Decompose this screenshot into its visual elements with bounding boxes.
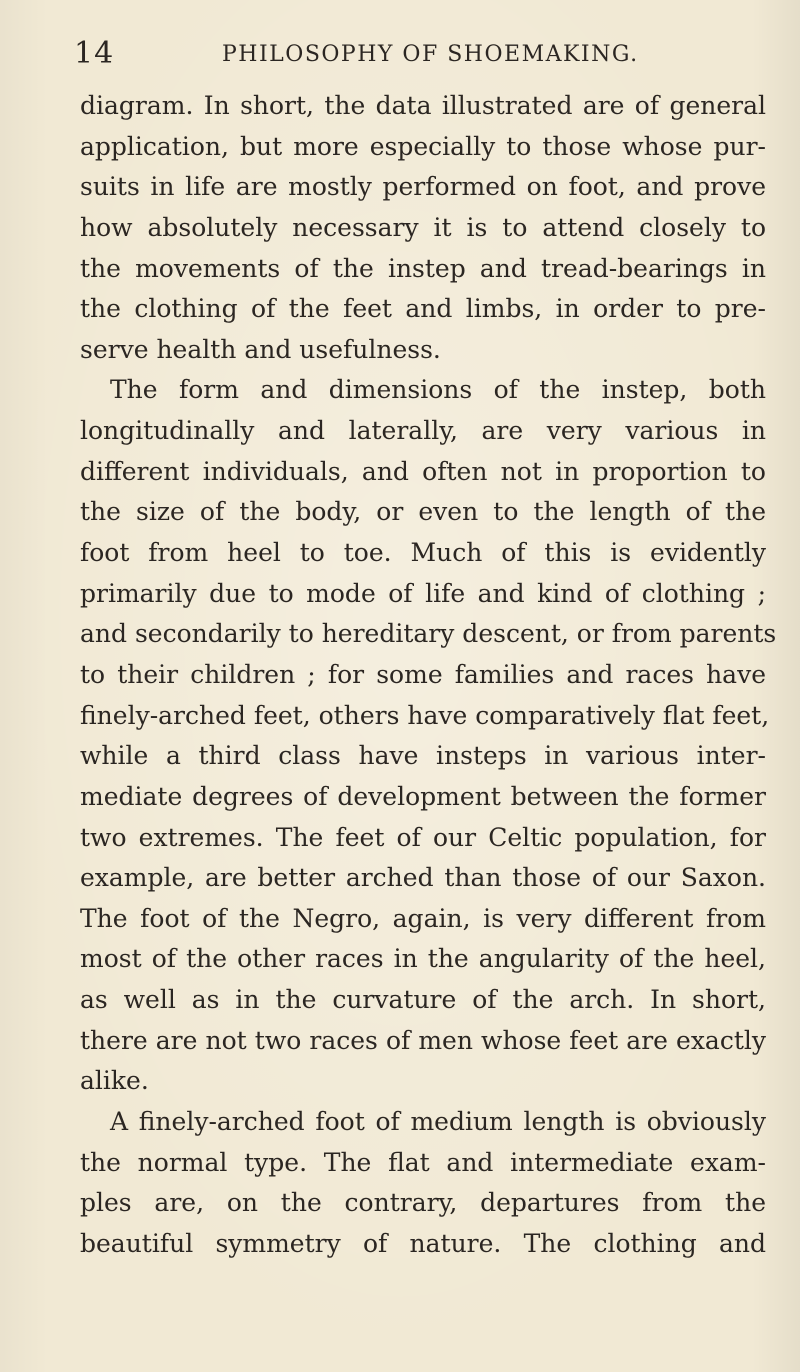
text-line: primarily due to mode of life and kind of clothing ; bbox=[80, 578, 766, 608]
text-line: foot from heel to toe. Much of this is evidently bbox=[80, 538, 766, 568]
text-line: serve health and usefulness. bbox=[80, 334, 441, 364]
text-line: A finely-arched foot of medium length is obviously bbox=[110, 1107, 766, 1137]
page-number: 14 bbox=[74, 36, 115, 71]
text-line: as well as in the curvature of the arch. In short, bbox=[80, 985, 766, 1015]
text-line: most of the other races in the angularity of the heel, bbox=[80, 944, 766, 974]
text-line: finely-arched feet, others have comparatively flat feet, bbox=[80, 700, 770, 730]
text-line: there are not two races of men whose feet are exactly bbox=[80, 1025, 766, 1055]
text-line: longitudinally and laterally, are very various in bbox=[80, 416, 766, 446]
text-line: how absolutely necessary it is to attend closely to bbox=[80, 212, 766, 242]
text-line: two extremes. The feet of our Celtic population, for bbox=[80, 822, 766, 852]
text-line: and secondarily to hereditary descent, or from parents bbox=[80, 619, 777, 649]
text-line: suits in life are mostly performed on foot, and prove bbox=[80, 172, 766, 202]
page-header bbox=[0, 34, 800, 74]
text-line: example, are better arched than those of our Saxon. bbox=[80, 863, 766, 893]
text-line: the movements of the instep and tread-bearings in bbox=[80, 253, 766, 283]
text-line: different individuals, and often not in proportion to bbox=[80, 456, 766, 486]
text-line: diagram. In short, the data illustrated are of general bbox=[80, 91, 766, 120]
text-line: alike. bbox=[80, 1066, 149, 1096]
text-line: the clothing of the feet and limbs, in order to pre- bbox=[80, 294, 766, 324]
text-line: application, but more especially to those whose pur- bbox=[80, 131, 766, 161]
text-line: The form and dimensions of the instep, both bbox=[110, 375, 766, 405]
text-line: the normal type. The flat and intermediate exam- bbox=[80, 1147, 766, 1177]
text-line: The foot of the Negro, again, is very different from bbox=[80, 903, 766, 933]
text-line: to their children ; for some families and races have bbox=[80, 659, 766, 689]
running-head: PHILOSOPHY OF SHOEMAKING. bbox=[222, 42, 639, 67]
text-line: mediate degrees of development between the former bbox=[80, 781, 766, 811]
text-line: the size of the body, or even to the length of the bbox=[80, 497, 766, 527]
text-line: ples are, on the contrary, departures from the bbox=[80, 1188, 766, 1218]
text-line: while a third class have insteps in various inter- bbox=[80, 741, 766, 771]
body-text bbox=[80, 86, 777, 1265]
text-line: beautiful symmetry of nature. The clothing and bbox=[80, 1228, 766, 1258]
